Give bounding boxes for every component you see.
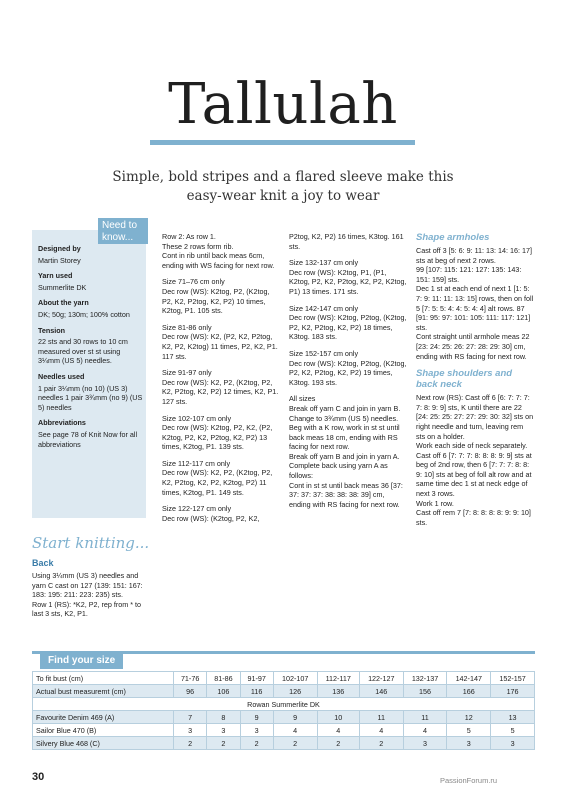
instructions-column-4 xyxy=(416,232,534,534)
tension-heading: Tension xyxy=(38,325,66,335)
shape-armholes-heading: Shape armholes xyxy=(416,232,490,243)
back-instructions: Using 3¼mm (US 3) needles and yarn C cast on 127 (139: 151: 167: 183: 195: 211: 223: 235) sts. Row 1 (RS): *K2, P2, rep from * to last 3 sts, K2, P1. xyxy=(32,571,143,619)
table-row xyxy=(33,672,535,685)
table-cell: 11 xyxy=(403,711,447,724)
need-to-know-content xyxy=(38,238,144,449)
table-cell: 96 xyxy=(174,685,207,698)
col3-para: P2tog, K2, P2) 16 times, K3tog. 161 sts. xyxy=(289,232,404,251)
table-cell: 3 xyxy=(491,737,535,750)
table-row xyxy=(33,685,535,698)
table-cell: 13 xyxy=(491,711,535,724)
needles-text: 1 pair 3¼mm (no 10) (US 3) needles 1 pair 3¾mm (no 9) (US 5) needles xyxy=(38,383,143,412)
table-cell: 2 xyxy=(240,737,273,750)
page-subtitle: Simple, bold stripes and a flared sleeve make this easy-wear knit a joy to wear xyxy=(112,169,454,204)
table-cell: 156 xyxy=(403,685,447,698)
title-underline xyxy=(150,140,415,145)
col2-para: Row 2: As row 1. These 2 rows form rib. Cont in rib until back meas 6cm, ending with WS facing for next row. xyxy=(162,232,275,270)
table-cell: 3 xyxy=(174,724,207,737)
col2-para: Size 71–76 cm only Dec row (WS): K2tog, P2, (K2tog, P2, K2, P2tog, K2, P2) 10 times, K2tog, P1. 105 sts. xyxy=(162,277,270,316)
about-yarn-text: DK; 50g; 130m; 100% cotton xyxy=(38,309,130,319)
col2-para: Size 102-107 cm only Dec row (WS): K2tog, P2, K2, (P2, K2tog, P2, K2, P2tog, K2, P2) 13 times, K2tog, P1. 139 sts. xyxy=(162,413,273,452)
table-cell: To fit bust (cm) xyxy=(33,672,174,685)
table-cell: 8 xyxy=(207,711,240,724)
table-cell: 9 xyxy=(240,711,273,724)
table-row xyxy=(33,711,535,724)
tension-text: 22 sts and 30 rows to 10 cm measured over st st using 3¼mm (US 5) needles. xyxy=(38,337,128,366)
shoulders-text: Next row (RS): Cast off 6 [6: 7: 7: 7: 7: 8: 9: 9] sts, K until there are 22 [24: 25: 25: 27: 27: 29: 30: 32] sts on right needle and turn, leaving rem sts on a holder. Work each side of neck separately. Cast off 6 [7: 7: 7: 8: 8: 8: 9: 9] sts at beg of 2nd row, then 6 [7: 7: 7: 8: 8: 9: 10] sts at beg of foll alt row and at same time dec 1 st at neck edge of next 3 rows. Work 1 row. Cast off rem 7 [7: 8: 8: 8: 8: 9: 9: 10] sts. xyxy=(416,393,534,527)
instructions-column-3 xyxy=(289,232,407,516)
abbreviations-heading: Abbreviations xyxy=(38,418,86,428)
table-cell: 2 xyxy=(317,737,359,750)
table-cell: 122-127 xyxy=(359,672,403,685)
back-heading: Back xyxy=(32,558,54,568)
table-cell: 11 xyxy=(359,711,403,724)
table-cell: 3 xyxy=(207,724,240,737)
table-cell: 5 xyxy=(447,724,491,737)
footer-watermark: PassionForum.ru xyxy=(440,776,498,785)
page-title: Tallulah xyxy=(168,72,398,137)
table-cell: 3 xyxy=(447,737,491,750)
yarn-heading: Yarn used xyxy=(38,271,73,281)
table-cell: 132-137 xyxy=(403,672,447,685)
table-row xyxy=(33,724,535,737)
table-cell: Rowan Summerlite DK xyxy=(33,698,535,711)
instructions-column-2 xyxy=(162,232,280,530)
table-cell: 142-147 xyxy=(447,672,491,685)
designer-heading: Designed by xyxy=(38,244,81,253)
table-cell: Favourite Denim 469 (A) xyxy=(33,711,174,724)
table-cell: 2 xyxy=(174,737,207,750)
need-to-know-badge: Need to know... xyxy=(98,218,148,244)
col2-para: Size 81-86 only Dec row (WS): K2, (P2, K2, P2tog, K2, P2, K2tog) 11 times, P2, K2, P1. 117 sts. xyxy=(162,322,278,361)
table-cell: 4 xyxy=(273,724,317,737)
start-knitting-heading: Start knitting... xyxy=(32,534,150,552)
table-cell: 3 xyxy=(403,737,447,750)
table-cell: 5 xyxy=(491,724,535,737)
table-cell: 2 xyxy=(359,737,403,750)
table-cell: 81-86 xyxy=(207,672,240,685)
table-cell: 7 xyxy=(174,711,207,724)
table-cell: 116 xyxy=(240,685,273,698)
table-cell: 102-107 xyxy=(273,672,317,685)
table-cell: 152-157 xyxy=(491,672,535,685)
table-cell: 10 xyxy=(317,711,359,724)
table-cell: 71-76 xyxy=(174,672,207,685)
table-row xyxy=(33,737,535,750)
table-cell: 146 xyxy=(359,685,403,698)
table-cell: 91-97 xyxy=(240,672,273,685)
page-number: 30 xyxy=(32,771,45,783)
table-cell: 106 xyxy=(207,685,240,698)
table-cell: 2 xyxy=(207,737,240,750)
table-cell: 12 xyxy=(447,711,491,724)
table-cell: Actual bust measuremt (cm) xyxy=(33,685,174,698)
table-cell: Sailor Blue 470 (B) xyxy=(33,724,174,737)
abbreviations-text: See page 78 of Knit Now for all abbreviations xyxy=(38,429,138,449)
table-cell: 176 xyxy=(491,685,535,698)
table-cell: 2 xyxy=(273,737,317,750)
designer-text: Martin Storey xyxy=(38,255,81,265)
col2-para: Size 91-97 only Dec row (WS): K2, P2, (K2tog, P2, K2, P2tog, K2, P2) 12 times, K2, P1. 127 sts. xyxy=(162,368,279,406)
col3-para: Size 142-147 cm only Dec row (WS): K2tog, P2tog, (K2tog, P2, K2, P2tog, K2, P2) 18 times, K3tog. 183 sts. xyxy=(289,303,407,342)
table-row xyxy=(33,698,535,711)
table-cell: 4 xyxy=(317,724,359,737)
shape-shoulders-heading: Shape shoulders and back neck xyxy=(416,368,513,391)
table-cell: 4 xyxy=(359,724,403,737)
find-your-size-heading: Find your size xyxy=(40,652,123,669)
col2-para: Size 122-127 cm only Dec row (WS): (K2tog, P2, K2, xyxy=(162,504,260,523)
size-table xyxy=(32,671,535,750)
table-cell: 4 xyxy=(403,724,447,737)
table-cell: 9 xyxy=(273,711,317,724)
table-cell: 3 xyxy=(240,724,273,737)
table-cell: 136 xyxy=(317,685,359,698)
table-cell: 166 xyxy=(447,685,491,698)
col3-para: Size 152-157 cm only Dec row (WS): K2tog, P2tog, (K2tog, P2, K2, P2tog, K2, P2) 19 times, K3tog. 193 sts. xyxy=(289,348,407,387)
col3-para: All sizes Break off yarn C and join in yarn B. Change to 3¾mm (US 5) needles. Beg with a K row, work in st st until back meas 18 cm, ending with RS facing for next row. Break off yarn B and join in yarn A. Complete back using yarn A as follows: Cont in st st until back meas 36 [37: 37: 37: 37: 38: 38: 38: 39] cm, ending with RS facing for next row. xyxy=(289,394,403,509)
armholes-text: Cast off 3 [5: 6: 9: 11: 13: 14: 16: 17] sts at beg of next 2 rows. 99 [107: 115: 121: 127: 135: 143: 151: 159] sts. Dec 1 st at each end of next 1 [1: 5: 7: 9: 11: 11: 13: 15] rows, then on foll 5 [7: 5: 5: 4: 4: 5: 4: 4] alt rows. 87 [91: 95: 97: 101: 105: 111: 117: 121] sts. Cont straight until armhole meas 22 [23: 24: 25: 26: 27: 28: 29: 30] cm, ending with RS facing for next row. xyxy=(416,246,534,361)
about-yarn-heading: About the yarn xyxy=(38,298,89,308)
col2-para: Size 112-117 cm only Dec row (WS): K2, P2, (K2tog, P2, K2, P2tog, K2, P2, K2tog, P2) 11 times, K2tog, P1. 149 sts. xyxy=(162,458,273,497)
table-cell: 112-117 xyxy=(317,672,359,685)
table-cell: 126 xyxy=(273,685,317,698)
needles-heading: Needles used xyxy=(38,371,85,381)
yarn-text: Summerlite DK xyxy=(38,282,87,292)
col3-para: Size 132-137 cm only Dec row (WS): K2tog, P1, (P1, K2tog, P2, K2, P2tog, K2, P2, K2tog, P1) 13 times. 171 sts. xyxy=(289,258,407,296)
table-cell: Silvery Blue 468 (C) xyxy=(33,737,174,750)
